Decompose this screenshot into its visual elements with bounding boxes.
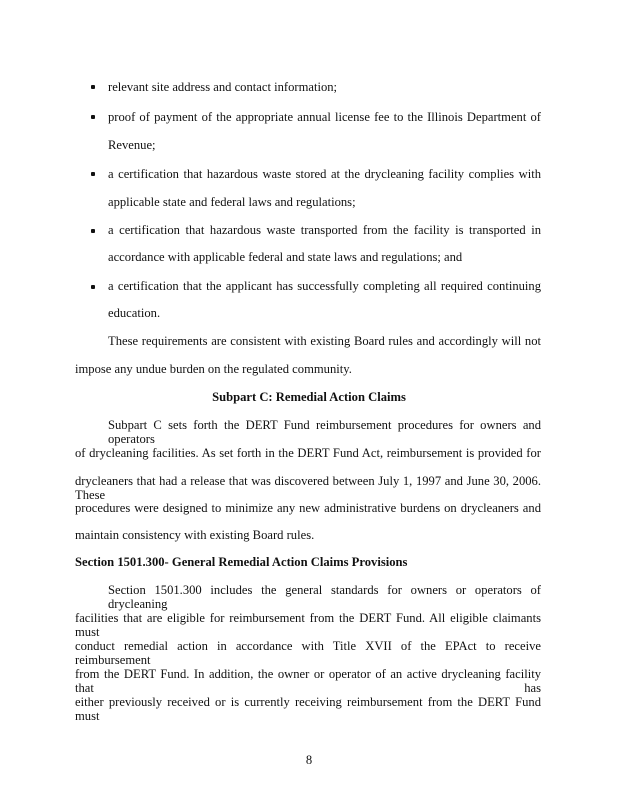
text-line: of drycleaning facilities. As set forth in the DERT Fund Act, reimbursement is provided for — [75, 446, 541, 460]
bullet-line: relevant site address and contact information; — [108, 80, 338, 94]
text-line: drycleaners that had a release that was discovered between July 1, 1997 and June 30, 2006. These — [75, 474, 541, 502]
text-line: procedures were designed to minimize any new administrative burdens on drycleaners and — [75, 501, 541, 515]
bullet-icon — [91, 285, 95, 289]
bullet-icon — [91, 85, 95, 89]
bullet-line: a certification that hazardous waste transported from the facility is transported in — [108, 223, 541, 237]
subpart-heading: Subpart C: Remedial Action Claims — [212, 390, 406, 404]
text-line: from the DERT Fund. In addition, the owner or operator of an active drycleaning facility that has — [75, 667, 541, 695]
bullet-line: a certification that hazardous waste stored at the drycleaning facility complies with — [108, 167, 541, 181]
bullet-line: proof of payment of the appropriate annual license fee to the Illinois Department of — [108, 110, 541, 124]
bullet-line: a certification that the applicant has successfully completing all required continuing — [108, 279, 541, 293]
text-line: Section 1501.300 includes the general standards for owners or operators of drycleaning — [108, 583, 541, 611]
text-line: Subpart C sets forth the DERT Fund reimbursement procedures for owners and operators — [108, 418, 541, 446]
bullet-line: applicable state and federal laws and regulations; — [108, 195, 356, 209]
bullet-line: Revenue; — [108, 138, 156, 152]
text-line: These requirements are consistent with existing Board rules and accordingly will not — [108, 334, 541, 348]
page-number: 8 — [305, 753, 313, 767]
bullet-icon — [91, 115, 95, 119]
text-line: conduct remedial action in accordance with Title XVII of the EPAct to receive reimbursement — [75, 639, 541, 667]
bullet-line: accordance with applicable federal and state laws and regulations; and — [108, 250, 463, 264]
text-line: impose any undue burden on the regulated community. — [75, 362, 352, 376]
text-line: facilities that are eligible for reimbursement from the DERT Fund. All eligible claimants must — [75, 611, 541, 639]
section-heading: Section 1501.300- General Remedial Action Claims Provisions — [75, 555, 408, 569]
bullet-icon — [91, 172, 95, 176]
bullet-line: education. — [108, 306, 161, 320]
text-line: either previously received or is currently receiving reimbursement from the DERT Fund must — [75, 695, 541, 723]
text-line: maintain consistency with existing Board rules. — [75, 528, 315, 542]
bullet-icon — [91, 229, 95, 233]
